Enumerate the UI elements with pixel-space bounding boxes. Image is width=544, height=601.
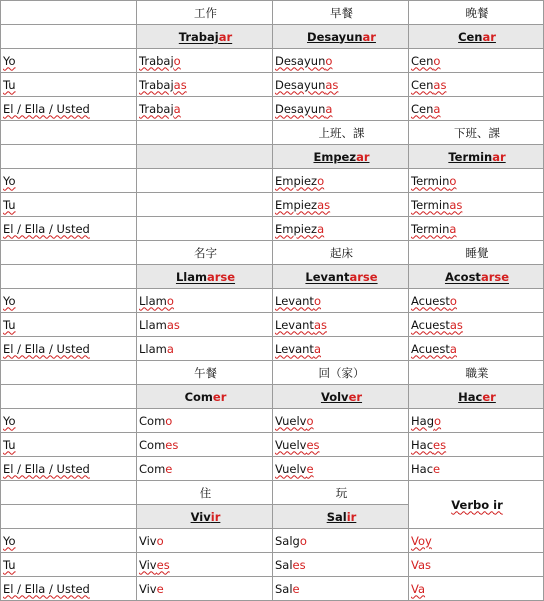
form-cell xyxy=(409,409,544,433)
pronoun-label: Yo xyxy=(3,173,16,188)
verb-ending: arse xyxy=(206,269,236,284)
form-cell xyxy=(273,169,409,193)
blank-cell xyxy=(1,505,137,529)
verb-ending: ar xyxy=(362,29,376,44)
conjugation-row xyxy=(1,73,544,97)
form-stem: Termin xyxy=(411,221,450,236)
blank-cell xyxy=(137,217,273,241)
blank-cell xyxy=(1,25,137,49)
conjugation-row xyxy=(1,457,544,481)
gloss-cell: 玩 xyxy=(273,481,409,505)
form-ending: e xyxy=(306,461,314,476)
form-cell xyxy=(273,73,409,97)
gloss-cell: 回（家） xyxy=(273,361,409,385)
form-cell xyxy=(409,337,544,361)
irregular-verb-title: Verbo ir xyxy=(451,497,503,512)
blank-cell xyxy=(1,361,137,385)
infinitive-row xyxy=(1,385,544,409)
pronoun-cell xyxy=(1,457,137,481)
pronoun-label: Tu xyxy=(3,77,16,92)
gloss-row xyxy=(1,481,544,505)
verb-stem: Cen xyxy=(458,29,483,44)
form-cell xyxy=(273,49,409,73)
blank-cell xyxy=(1,241,137,265)
infinitive-row xyxy=(1,265,544,289)
form-ending: o xyxy=(434,413,442,428)
form-cell xyxy=(273,457,409,481)
verb-stem: Trabaj xyxy=(178,29,219,44)
pronoun-cell xyxy=(1,433,137,457)
form-stem: Vas xyxy=(411,557,432,572)
form-cell xyxy=(273,217,409,241)
form-cell xyxy=(409,73,544,97)
form-ending: o xyxy=(165,413,173,428)
form-cell xyxy=(137,337,273,361)
form-ending: a xyxy=(313,341,321,356)
form-cell xyxy=(273,577,409,601)
form-cell xyxy=(273,193,409,217)
pronoun-label: El / Ella / Usted xyxy=(3,341,90,356)
form-ending: a xyxy=(449,221,457,236)
form-stem: Levant xyxy=(275,293,314,308)
blank-cell xyxy=(137,121,273,145)
form-stem: Trabaj xyxy=(139,77,174,92)
form-ending: o xyxy=(299,533,307,548)
infinitive-cell xyxy=(273,505,409,529)
form-stem: Levant xyxy=(275,317,314,332)
blank-cell xyxy=(1,1,137,25)
form-stem: Desayun xyxy=(275,53,326,68)
pronoun-label: Yo xyxy=(3,293,16,308)
infinitive-cell xyxy=(273,145,409,169)
verb-stem: Llam xyxy=(175,269,207,284)
gloss-cell: 睡覺 xyxy=(409,241,544,265)
form-stem: Vuelv xyxy=(275,461,307,476)
verb-stem: Com xyxy=(184,389,213,404)
form-stem: Termin xyxy=(411,197,450,212)
form-cell xyxy=(273,313,409,337)
irregular-verb-title-cell xyxy=(409,481,544,529)
form-ending: as xyxy=(317,197,331,212)
form-stem: Desayun xyxy=(275,101,326,116)
form-stem: Acuest xyxy=(411,341,450,356)
form-stem: Salg xyxy=(275,533,300,548)
form-ending: as xyxy=(173,77,187,92)
form-cell xyxy=(409,553,544,577)
form-ending: as xyxy=(166,317,180,332)
form-ending: a xyxy=(166,341,174,356)
form-cell xyxy=(273,529,409,553)
pronoun-cell xyxy=(1,289,137,313)
form-cell xyxy=(137,73,273,97)
conjugation-row xyxy=(1,49,544,73)
gloss-cell: 職業 xyxy=(409,361,544,385)
gloss-cell: 住 xyxy=(137,481,273,505)
form-stem: Llam xyxy=(139,341,167,356)
verb-stem: Acost xyxy=(444,269,481,284)
form-cell xyxy=(273,289,409,313)
form-ending: o xyxy=(173,53,181,68)
pronoun-cell xyxy=(1,409,137,433)
gloss-cell: 晚餐 xyxy=(409,1,544,25)
form-stem: Empiez xyxy=(275,221,318,236)
verb-stem: Empez xyxy=(313,149,357,164)
form-stem: Cen xyxy=(411,53,434,68)
pronoun-label: Yo xyxy=(3,533,16,548)
form-stem: Viv xyxy=(139,581,157,596)
pronoun-label: Yo xyxy=(3,413,16,428)
form-stem: Llam xyxy=(139,293,167,308)
pronoun-cell xyxy=(1,313,137,337)
conjugation-row xyxy=(1,337,544,361)
verb-stem: Desayun xyxy=(307,29,363,44)
pronoun-label: Tu xyxy=(3,317,16,332)
form-cell xyxy=(137,289,273,313)
gloss-row xyxy=(1,1,544,25)
verb-stem: Viv xyxy=(190,509,211,524)
verb-stem: Levant xyxy=(305,269,350,284)
conjugation-row xyxy=(1,529,544,553)
conjugation-row xyxy=(1,97,544,121)
conjugation-row xyxy=(1,313,544,337)
form-ending: es xyxy=(292,557,306,572)
form-stem: Viv xyxy=(139,533,157,548)
form-ending: as xyxy=(433,77,447,92)
form-stem: Trabaj xyxy=(139,101,174,116)
form-ending: es xyxy=(165,437,179,452)
form-ending: e xyxy=(292,581,300,596)
infinitive-cell xyxy=(409,145,544,169)
form-cell xyxy=(137,433,273,457)
conjugation-row xyxy=(1,409,544,433)
verb-stem: Hac xyxy=(458,389,483,404)
infinitive-cell xyxy=(137,25,273,49)
form-cell xyxy=(409,313,544,337)
form-cell xyxy=(409,457,544,481)
form-cell xyxy=(409,529,544,553)
form-stem: Empiez xyxy=(275,173,318,188)
pronoun-cell xyxy=(1,529,137,553)
verb-ending: arse xyxy=(349,269,378,284)
form-cell xyxy=(409,49,544,73)
verb-ending: er xyxy=(348,389,363,404)
form-stem: Levant xyxy=(275,341,314,356)
form-stem: Com xyxy=(139,437,166,452)
form-ending: a xyxy=(325,101,333,116)
infinitive-row xyxy=(1,25,544,49)
infinitive-cell xyxy=(273,385,409,409)
blank-cell xyxy=(137,145,273,169)
pronoun-label: Tu xyxy=(3,197,16,212)
gloss-cell: 午餐 xyxy=(137,361,273,385)
verb-ending: ar xyxy=(482,29,496,44)
form-cell xyxy=(137,409,273,433)
form-ending: e xyxy=(433,461,441,476)
conjugation-row xyxy=(1,553,544,577)
pronoun-label: El / Ella / Usted xyxy=(3,461,90,476)
form-ending: o xyxy=(306,413,314,428)
verb-ending: ar xyxy=(218,29,233,44)
form-stem: Sal xyxy=(275,581,293,596)
pronoun-cell xyxy=(1,169,137,193)
verb-ending: ar xyxy=(492,149,506,164)
form-ending: a xyxy=(317,221,325,236)
form-stem: Llam xyxy=(139,317,167,332)
verb-stem: Volv xyxy=(320,389,349,404)
blank-cell xyxy=(1,265,137,289)
form-stem: Empiez xyxy=(275,197,318,212)
form-cell xyxy=(409,217,544,241)
conjugation-row xyxy=(1,433,544,457)
form-stem: Com xyxy=(139,461,166,476)
form-cell xyxy=(273,433,409,457)
form-stem: Cen xyxy=(411,77,434,92)
infinitive-cell xyxy=(409,385,544,409)
verb-ending: ar xyxy=(356,149,370,164)
pronoun-label: El / Ella / Usted xyxy=(3,101,90,116)
verb-ending: er xyxy=(482,389,496,404)
pronoun-cell xyxy=(1,217,137,241)
form-cell xyxy=(137,97,273,121)
gloss-cell: 上班、課 xyxy=(273,121,409,145)
form-ending: o xyxy=(313,293,321,308)
form-ending: as xyxy=(313,317,327,332)
infinitive-cell xyxy=(409,25,544,49)
form-ending: as xyxy=(325,77,339,92)
form-ending: o xyxy=(156,533,164,548)
form-stem: Acuest xyxy=(411,293,450,308)
pronoun-cell xyxy=(1,577,137,601)
form-ending: e xyxy=(165,461,173,476)
form-cell xyxy=(137,577,273,601)
form-ending: o xyxy=(325,53,333,68)
infinitive-cell xyxy=(137,505,273,529)
gloss-cell: 起床 xyxy=(273,241,409,265)
form-stem: Com xyxy=(139,413,166,428)
gloss-cell: 名字 xyxy=(137,241,273,265)
form-cell xyxy=(273,97,409,121)
form-stem: Termin xyxy=(411,173,450,188)
conjugation-row xyxy=(1,193,544,217)
form-ending: a xyxy=(449,341,457,356)
form-ending: es xyxy=(156,557,170,572)
form-ending: as xyxy=(449,197,463,212)
form-stem: Desayun xyxy=(275,77,326,92)
pronoun-label: Yo xyxy=(3,53,16,68)
conjugation-row xyxy=(1,577,544,601)
form-stem: Vuelv xyxy=(275,413,307,428)
conjugation-row xyxy=(1,217,544,241)
form-cell xyxy=(273,337,409,361)
conjugation-row xyxy=(1,169,544,193)
form-stem: Hac xyxy=(411,461,434,476)
form-cell xyxy=(273,553,409,577)
form-stem: Hag xyxy=(411,413,434,428)
form-ending: a xyxy=(173,101,181,116)
infinitive-row xyxy=(1,145,544,169)
pronoun-label: El / Ella / Usted xyxy=(3,221,90,236)
gloss-cell: 工作 xyxy=(137,1,273,25)
blank-cell xyxy=(1,121,137,145)
gloss-row xyxy=(1,361,544,385)
pronoun-cell xyxy=(1,97,137,121)
blank-cell xyxy=(1,481,137,505)
verb-ending: ir xyxy=(346,509,357,524)
form-ending: es xyxy=(306,437,320,452)
verb-ending: ir xyxy=(210,509,221,524)
gloss-cell: 下班、課 xyxy=(409,121,544,145)
infinitive-cell xyxy=(137,265,273,289)
form-stem: Hac xyxy=(411,437,434,452)
form-ending: o xyxy=(166,293,174,308)
form-cell xyxy=(137,457,273,481)
form-stem: Sal xyxy=(275,557,293,572)
infinitive-cell xyxy=(273,265,409,289)
blank-cell xyxy=(1,385,137,409)
verb-stem: Termin xyxy=(448,149,493,164)
form-cell xyxy=(137,49,273,73)
form-ending: o xyxy=(317,173,325,188)
pronoun-label: Tu xyxy=(3,437,16,452)
gloss-row xyxy=(1,241,544,265)
verb-ending: er xyxy=(212,389,227,404)
pronoun-label: El / Ella / Usted xyxy=(3,581,90,596)
form-stem: Va xyxy=(411,581,426,596)
pronoun-label: Tu xyxy=(3,557,16,572)
pronoun-cell xyxy=(1,337,137,361)
conjugation-row xyxy=(1,289,544,313)
pronoun-cell xyxy=(1,73,137,97)
form-ending: e xyxy=(156,581,164,596)
gloss-cell: 早餐 xyxy=(273,1,409,25)
form-ending: a xyxy=(433,101,441,116)
form-ending: es xyxy=(433,437,447,452)
form-ending: o xyxy=(449,173,457,188)
form-ending: as xyxy=(449,317,463,332)
form-cell xyxy=(409,577,544,601)
form-cell xyxy=(409,193,544,217)
pronoun-cell xyxy=(1,193,137,217)
form-cell xyxy=(137,529,273,553)
form-cell xyxy=(137,313,273,337)
pronoun-cell xyxy=(1,49,137,73)
form-cell xyxy=(409,169,544,193)
infinitive-cell xyxy=(137,385,273,409)
form-stem: Cen xyxy=(411,101,434,116)
form-cell xyxy=(409,289,544,313)
blank-cell xyxy=(137,193,273,217)
form-ending: o xyxy=(449,293,457,308)
form-cell xyxy=(409,433,544,457)
verb-ending: arse xyxy=(480,269,510,284)
form-cell xyxy=(273,409,409,433)
form-stem: Trabaj xyxy=(139,53,174,68)
form-ending: o xyxy=(433,53,441,68)
form-stem: Voy xyxy=(411,533,432,548)
form-stem: Viv xyxy=(139,557,157,572)
gloss-row xyxy=(1,121,544,145)
infinitive-cell xyxy=(409,265,544,289)
infinitive-cell xyxy=(273,25,409,49)
verb-stem: Sal xyxy=(326,509,347,524)
blank-cell xyxy=(137,169,273,193)
blank-cell xyxy=(1,145,137,169)
form-stem: Acuest xyxy=(411,317,450,332)
form-cell xyxy=(409,97,544,121)
pronoun-cell xyxy=(1,553,137,577)
form-cell xyxy=(137,553,273,577)
form-stem: Vuelv xyxy=(275,437,307,452)
